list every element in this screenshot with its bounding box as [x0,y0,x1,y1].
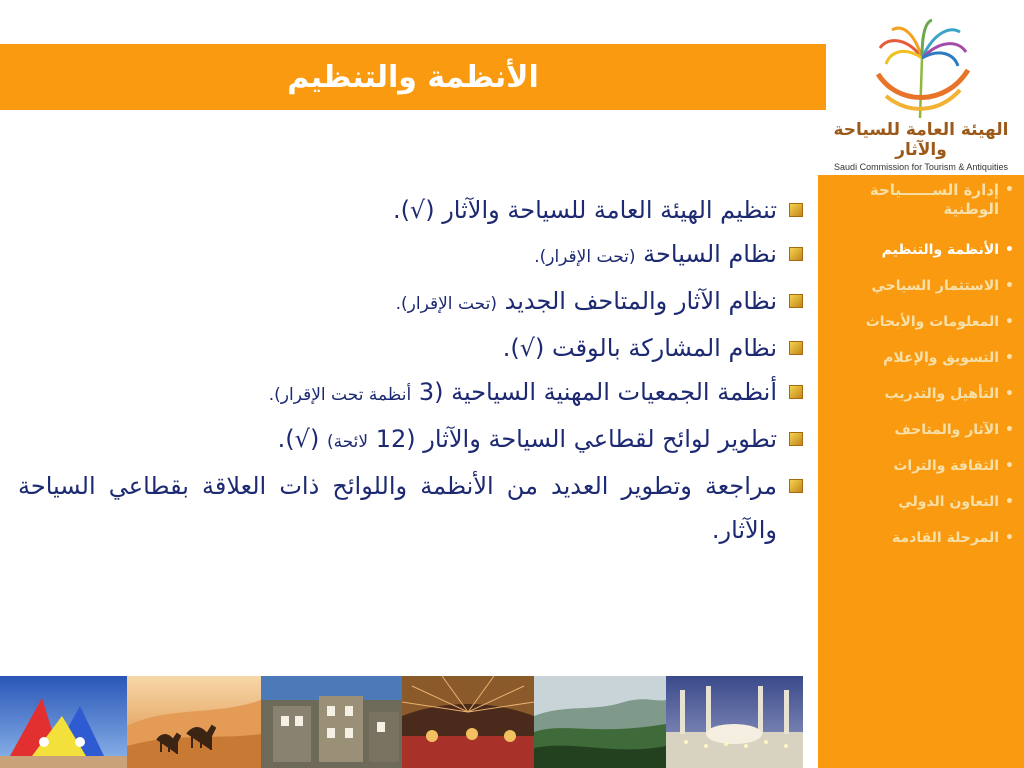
list-item-note: (تحت الإقرار). [534,247,636,267]
sidebar-item-antiquities[interactable] [826,421,1014,439]
sidebar [818,175,1024,768]
list-item-note: لائحة) [326,432,369,452]
bullet-icon: • [1005,350,1014,366]
sidebar-item-regulations[interactable] [826,241,1014,259]
sidebar-item-label: التسويق والإعلام [883,350,1000,366]
list-item [18,326,803,370]
list-item-text: مراجعة وتطوير العديد من الأنظمة واللوائح ذات العلاقة بقطاعي السياحة والآثار. [18,472,777,544]
list-item-text: نظام السياحة [643,240,777,268]
list-item-note: أنظمة تحت الإقرار). [268,385,412,405]
list-item-text: (√). [277,425,320,453]
sidebar-item-label: التأهيل والتدريب [884,386,1000,402]
bullet-icon: • [1005,386,1014,402]
list-item [18,464,803,552]
restaurant-interior-photo [402,676,534,768]
logo-name-en: Saudi Commission for Tourism & Antiquities [834,162,1008,172]
list-item-text: تنظيم الهيئة العامة للسياحة والآثار (√). [392,196,777,224]
sidebar-item-label: الثقافة والتراث [893,458,1000,474]
sidebar-item-marketing[interactable] [826,349,1014,367]
sidebar-item-label: إدارة الســــــياحة الوطنية [869,181,1000,218]
grand-mosque-photo [666,676,803,768]
content-list [18,188,803,552]
bullet-icon: • [1005,494,1014,510]
sidebar-item-culture[interactable] [826,457,1014,475]
bullet-icon: • [1005,278,1014,294]
list-item [18,232,803,279]
mountain-landscape-photo [534,676,666,768]
sidebar-item-next-phase[interactable] [826,529,1014,547]
title-bar [0,44,826,110]
sidebar-item-cooperation[interactable] [826,493,1014,511]
list-item-text: تطوير لوائح لقطاعي السياحة والآثار (12 [375,425,777,453]
list-item-text: أنظمة الجمعيات المهنية السياحية (3 [418,378,777,406]
list-item-note: (تحت الإقرار). [395,294,497,314]
bullet-icon: • [1005,530,1014,546]
sidebar-item-label: الاستثمار السياحي [871,278,1000,294]
bullet-icon [789,479,803,493]
bullet-icon [789,432,803,446]
heritage-village-photo [261,676,402,768]
list-item [18,188,803,232]
sidebar-item-training[interactable] [826,385,1014,403]
list-item [18,417,803,464]
sidebar-item-label: المرحلة القادمة [891,530,1000,546]
sidebar-item-label: الآثار والمتاحف [894,422,1000,438]
bullet-icon [789,203,803,217]
list-item [18,370,803,417]
list-item-text: نظام المشاركة بالوقت (√). [502,334,777,362]
desert-camels-photo [127,676,261,768]
page-title: الأنظمة والتنظيم [287,59,539,95]
bullet-icon: • [1005,182,1014,198]
bullet-icon: • [1005,422,1014,438]
bullet-icon: • [1005,242,1014,258]
logo-name-ar: الهيئة العامة للسياحة والآثار [833,120,1009,160]
sidebar-item-label: الأنظمة والتنظيم [881,242,1000,258]
bullet-icon [789,385,803,399]
photo-strip [0,676,803,768]
logo-text [826,120,1016,172]
sidebar-item-label: المعلومات والأبحاث [865,314,1000,330]
bullet-icon: • [1005,314,1014,330]
bullet-icon [789,341,803,355]
list-item [18,279,803,326]
bullet-icon: • [1005,458,1014,474]
sidebar-item-research[interactable] [826,313,1014,331]
sidebar-item-label: التعاون الدولي [898,494,1000,510]
bullet-icon [789,247,803,261]
sidebar-item-national-tourism[interactable] [826,181,1014,219]
sidebar-item-investment[interactable] [826,277,1014,295]
bullet-icon [789,294,803,308]
abstract-sculpture-photo [0,676,127,768]
list-item-text: نظام الآثار والمتاحف الجديد [504,287,777,315]
